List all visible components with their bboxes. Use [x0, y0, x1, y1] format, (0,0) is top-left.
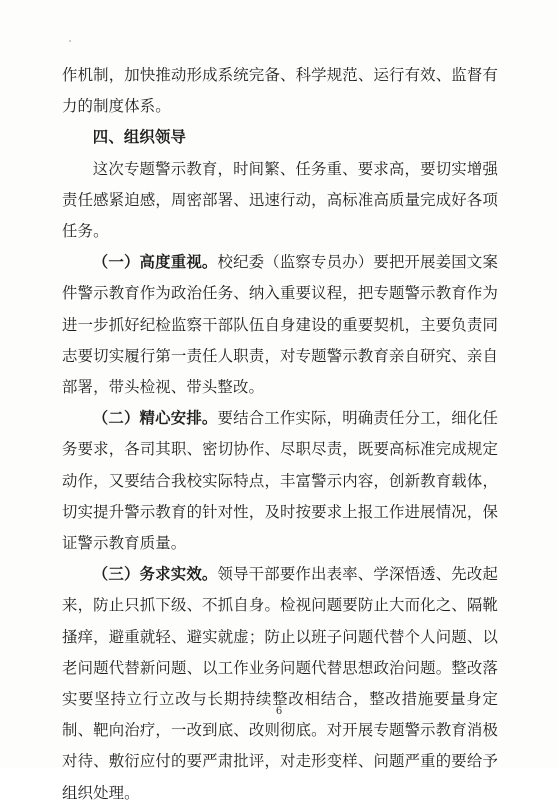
- paragraph-body-high-attention: 校纪委（监察专员办）要把开展姜国文案件警示教育作为政治任务、纳入重要议程，把专题警示教育作为进一步抓好纪检监察干部队伍自身建设的重要契机，主要负责同志要切实履行第一责任人职责，对专题警示教育亲自研究、亲自部署，带头检视、带头整改。: [62, 253, 499, 397]
- section-heading-organization: 四、组织领导: [92, 128, 187, 147]
- paragraph-intro: 这次专题警示教育，时间繁、任务重、要求高，要切实增强责任感紧迫感，周密部署、迅速行动，高标准高质量完成好各项任务。: [62, 159, 498, 241]
- paragraph-high-attention: [62, 247, 498, 403]
- document-body: [62, 60, 498, 809]
- paragraph-lead-careful-arrangement: （二）精心安排。: [92, 409, 218, 428]
- scan-speck: [69, 40, 71, 42]
- paragraph-seek-results: [62, 559, 498, 809]
- page-number: 6: [275, 706, 283, 717]
- paragraph-lead-seek-results: （三）务求实效。: [92, 565, 218, 584]
- paragraph-lead-high-attention: （一）高度重视。: [92, 253, 218, 272]
- paragraph-body-careful-arrangement: 要结合工作实际，明确责任分工，细化任务要求，各司其职、密切协作、尽职尽责，既要高标准完成规定动作，又要结合我校实际特点，丰富警示内容，创新教育载体，切实提升警示教育的针对性，及时按要求上报工作进展情况，保证警示教育质量。: [62, 409, 499, 553]
- paragraph-body-seek-results: 领导干部要作出表率、学深悟透、先改起来，防止只抓下级、不抓自身。检视问题要防止大而化之、隔靴搔痒，避重就轻、避实就虚；防止以班子问题代替个人问题、以老问题代替新问题、以工作业务问题代替思想政治问题。整改落实要坚持立行立改与长期持续整改相结合，整改措施要量身定制、靶向治疗，一改到底、改则彻底。对开展专题警示教育消极对待、敷衍应付的要严肃批评，对走形变样、问题严重的要给予组织处理。: [62, 565, 499, 802]
- paragraph-continuation: 作机制，加快推动形成系统完备、科学规范、运行有效、监督有力的制度体系。: [62, 66, 498, 116]
- paragraph-careful-arrangement: [62, 403, 498, 559]
